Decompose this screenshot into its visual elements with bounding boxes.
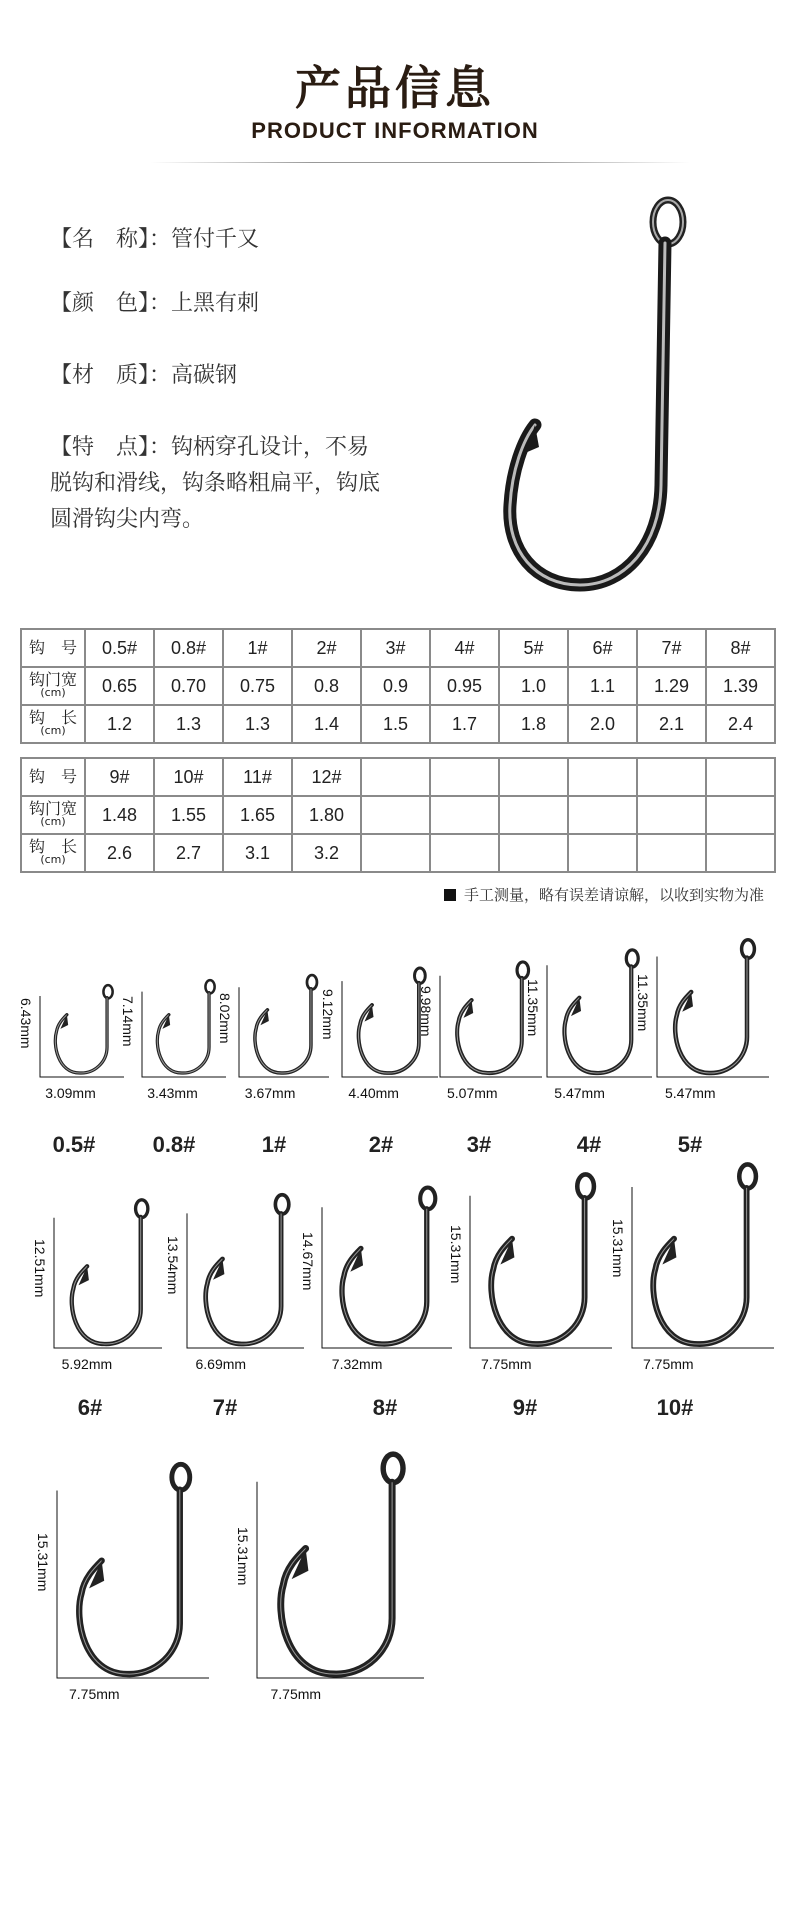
hook-shank [491, 1198, 584, 1344]
hook-width-label: 7.32mm [331, 1356, 383, 1372]
hook-figure [35, 1465, 215, 1708]
row-header-size: 钩 号 [21, 758, 85, 796]
hook-width-label: 6.69mm [195, 1356, 247, 1372]
hook-eye [205, 980, 214, 993]
info-name-label: 【名 称】： [50, 227, 172, 252]
info-name-value: 管付千又 [171, 227, 260, 252]
hook-height-label: 14.67mm [300, 1232, 316, 1291]
hook-width-label: 7.75mm [643, 1356, 694, 1372]
table-cell-size: 6# [568, 629, 637, 667]
hook-height-label: 11.35mm [525, 979, 541, 1037]
table-row [21, 667, 775, 705]
hook-height-label: 13.54mm [165, 1235, 181, 1295]
hook-figure [165, 1195, 310, 1378]
table-cell-size: 8# [706, 629, 775, 667]
hook-width-label: 7.75mm [270, 1686, 322, 1702]
hook-shank [653, 1188, 746, 1344]
table-cell-gap: 1.48 [85, 796, 154, 834]
hook-size-number: 0.8# [152, 1132, 196, 1157]
measurement-note-text: 手工测量，略有误差请谅解，以收到实物为准 [463, 886, 764, 904]
hook-width-label: 3.67mm [244, 1085, 296, 1101]
table-cell-size [706, 758, 775, 796]
measurement-note [444, 884, 764, 905]
table-cell-length [499, 834, 568, 872]
hook-size-number: 4# [576, 1132, 602, 1157]
hook-size-number: 1# [261, 1132, 287, 1157]
hook-shank [675, 958, 747, 1073]
product-hook-image [495, 185, 700, 605]
table-cell-gap: 1.29 [637, 667, 706, 705]
hook-height-label: 6.43mm [18, 998, 34, 1049]
info-feature-line1: 钩柄穿孔设计，不易 [171, 435, 370, 460]
table-cell-length: 2.4 [706, 705, 775, 743]
hook-shank [206, 1213, 281, 1344]
hook-height-label: 15.31mm [35, 1532, 51, 1592]
table-cell-size: 2# [292, 629, 361, 667]
table-cell-gap [430, 796, 499, 834]
hook-eye [103, 985, 112, 998]
table-cell-size [499, 758, 568, 796]
table-cell-gap: 1.80 [292, 796, 361, 834]
hook-size-number: 10# [656, 1395, 694, 1420]
hook-size-number: 5# [677, 1132, 703, 1157]
hook-height-label: 9.98mm [418, 985, 434, 1037]
square-bullet-icon [444, 889, 456, 901]
dimension-axis [54, 1218, 162, 1348]
hook-highlight [281, 1482, 392, 1674]
hook-figure [300, 1188, 458, 1378]
table-cell-size [430, 758, 499, 796]
hook-figure [610, 1165, 780, 1378]
hook-eye [626, 950, 638, 967]
hook-drawing [38, 985, 130, 1081]
hook-height-label: 15.31mm [235, 1527, 251, 1586]
table-cell-length [637, 834, 706, 872]
hook-height-label: 12.51mm [32, 1238, 48, 1297]
table-cell-gap: 0.75 [223, 667, 292, 705]
hook-shank [342, 1209, 427, 1344]
table-cell-length: 1.3 [223, 705, 292, 743]
table-cell-size: 12# [292, 758, 361, 796]
table-cell-size: 10# [154, 758, 223, 796]
hook-height-label: 9.12mm [320, 989, 336, 1040]
table-cell-gap: 1.1 [568, 667, 637, 705]
hook-width-label: 3.43mm [147, 1085, 198, 1101]
info-feature-line2: 脱钩和滑线，钩条略粗扁平，钩底 [50, 471, 381, 496]
hook-drawing [52, 1200, 168, 1352]
spec-table-1 [20, 628, 776, 744]
info-feature-label: 【特 点】： [50, 435, 172, 460]
table-cell-size [361, 758, 430, 796]
table-cell-size: 4# [430, 629, 499, 667]
row-header-length: 钩 长 (cm) [21, 834, 85, 872]
hook-shank [564, 966, 631, 1073]
info-material-value: 高碳钢 [171, 363, 238, 388]
table-cell-length: 3.2 [292, 834, 361, 872]
hook-height-label: 15.31mm [610, 1219, 626, 1278]
hook-figure [235, 1455, 430, 1708]
hook-drawing [255, 1455, 430, 1682]
spec-table-2 [20, 757, 776, 873]
info-material-row [50, 358, 237, 394]
title-divider [150, 162, 690, 163]
hook-highlight [359, 983, 419, 1073]
table-cell-gap [637, 796, 706, 834]
table-cell-gap: 0.9 [361, 667, 430, 705]
table-cell-size: 1# [223, 629, 292, 667]
table-cell-size: 5# [499, 629, 568, 667]
hook-width-label: 5.92mm [61, 1356, 113, 1372]
hook-highlight [157, 993, 209, 1073]
row-header-length: 钩 长 (cm) [21, 705, 85, 743]
hook-drawing [630, 1165, 780, 1352]
hook-figure [635, 940, 775, 1107]
hook-eye [307, 975, 317, 989]
hook-width-label: 7.75mm [69, 1686, 120, 1702]
table-cell-gap: 1.55 [154, 796, 223, 834]
hook-drawing [320, 1188, 458, 1352]
row-header-gap: 钩门宽 (cm) [21, 667, 85, 705]
hook-width-label: 3.09mm [45, 1085, 96, 1101]
hook-drawing [185, 1195, 310, 1352]
hook-height-label: 8.02mm [217, 992, 233, 1044]
hook-drawing [655, 940, 775, 1081]
dimension-axis [187, 1213, 304, 1348]
hook-eye [517, 962, 529, 979]
hook-width-label: 4.40mm [348, 1085, 399, 1101]
info-color-value: 上黑有刺 [171, 291, 260, 316]
row-header-gap: 钩门宽 (cm) [21, 796, 85, 834]
table-cell-gap: 1.0 [499, 667, 568, 705]
hook-highlight [653, 1188, 746, 1344]
info-name-row [50, 222, 259, 258]
table-cell-size: 9# [85, 758, 154, 796]
info-color-row [50, 286, 259, 322]
table-cell-size: 0.5# [85, 629, 154, 667]
hook-height-label: 7.14mm [120, 995, 136, 1047]
info-material-label: 【材 质】： [50, 363, 172, 388]
table-cell-length: 1.8 [499, 705, 568, 743]
hook-size-number: 6# [77, 1395, 103, 1420]
table-row [21, 758, 775, 796]
dimension-axis [657, 956, 769, 1077]
page-title: 产品信息 [295, 61, 495, 115]
row-header-size: 钩 号 [21, 629, 85, 667]
table-row [21, 834, 775, 872]
hook-highlight [255, 989, 311, 1073]
hook-shank [457, 978, 522, 1073]
table-cell-gap: 0.95 [430, 667, 499, 705]
table-cell-gap: 1.39 [706, 667, 775, 705]
hook-highlight [491, 1198, 584, 1344]
hook-figure [18, 985, 130, 1107]
hook-width-label: 7.75mm [481, 1356, 532, 1372]
table-cell-size [568, 758, 637, 796]
table-cell-size: 3# [361, 629, 430, 667]
table-cell-gap: 0.65 [85, 667, 154, 705]
hook-eye [577, 1174, 594, 1198]
hook-figure [448, 1175, 618, 1378]
hook-size-number: 8# [372, 1395, 398, 1420]
table-row [21, 705, 775, 743]
table-cell-gap: 1.65 [223, 796, 292, 834]
table-cell-length: 1.3 [154, 705, 223, 743]
table-cell-length: 2.1 [637, 705, 706, 743]
table-cell-length: 1.7 [430, 705, 499, 743]
hook-drawing [55, 1465, 215, 1682]
hook-highlight [564, 966, 631, 1073]
hook-eye [136, 1200, 148, 1218]
hook-width-label: 5.47mm [665, 1085, 716, 1101]
table-cell-gap: 0.70 [154, 667, 223, 705]
hook-shank [255, 989, 311, 1073]
table-cell-length [706, 834, 775, 872]
hook-eye [739, 1164, 756, 1188]
hook-height-label: 15.31mm [448, 1224, 464, 1284]
hook-drawing [468, 1175, 618, 1352]
hook-size-number: 2# [368, 1132, 394, 1157]
table-cell-gap [568, 796, 637, 834]
hook-size-number: 3# [466, 1132, 492, 1157]
hook-eye [415, 968, 426, 983]
table-cell-length: 1.4 [292, 705, 361, 743]
table-row [21, 796, 775, 834]
hook-size-number: 9# [512, 1395, 538, 1420]
info-feature-line3: 圆滑钩尖内弯。 [50, 507, 205, 532]
hook-highlight [675, 958, 747, 1073]
table-cell-size: 11# [223, 758, 292, 796]
info-color-label: 【颜 色】： [50, 291, 172, 316]
hook-eye [275, 1195, 288, 1214]
hook-shank [157, 993, 209, 1073]
hook-size-number: 7# [212, 1395, 238, 1420]
dimension-axis [142, 992, 226, 1077]
hook-figure [32, 1200, 168, 1378]
table-cell-size: 0.8# [154, 629, 223, 667]
hook-eye [383, 1454, 403, 1483]
hook-shank [55, 998, 107, 1073]
table-cell-gap: 0.8 [292, 667, 361, 705]
table-cell-length: 3.1 [223, 834, 292, 872]
table-cell-length [430, 834, 499, 872]
page-subtitle: PRODUCT INFORMATION [251, 118, 539, 143]
info-feature [50, 430, 450, 538]
table-cell-gap [361, 796, 430, 834]
table-cell-gap [706, 796, 775, 834]
hook-width-label: 5.07mm [447, 1085, 498, 1101]
hook-highlight [457, 978, 522, 1073]
hook-highlight [342, 1209, 427, 1344]
table-cell-gap [499, 796, 568, 834]
hook-shank [281, 1482, 392, 1674]
hook-eye [742, 940, 755, 958]
hook-height-label: 11.35mm [635, 973, 651, 1031]
dimension-axis [239, 987, 329, 1077]
table-cell-length [361, 834, 430, 872]
table-cell-length: 1.2 [85, 705, 154, 743]
hook-highlight [206, 1213, 281, 1344]
table-cell-length: 2.6 [85, 834, 154, 872]
table-cell-length: 2.0 [568, 705, 637, 743]
hook-size-number: 0.5# [52, 1132, 96, 1157]
hook-highlight [55, 998, 107, 1073]
table-cell-length: 2.7 [154, 834, 223, 872]
table-cell-length [568, 834, 637, 872]
hook-eye [420, 1188, 435, 1210]
hook-shank [359, 983, 419, 1073]
dimension-axis [40, 996, 124, 1077]
table-cell-length: 1.5 [361, 705, 430, 743]
hook-eye [172, 1464, 190, 1490]
table-row [21, 629, 775, 667]
table-cell-size: 7# [637, 629, 706, 667]
dimension-axis [57, 1491, 209, 1678]
table-cell-size [637, 758, 706, 796]
hook-width-label: 5.47mm [554, 1085, 605, 1101]
